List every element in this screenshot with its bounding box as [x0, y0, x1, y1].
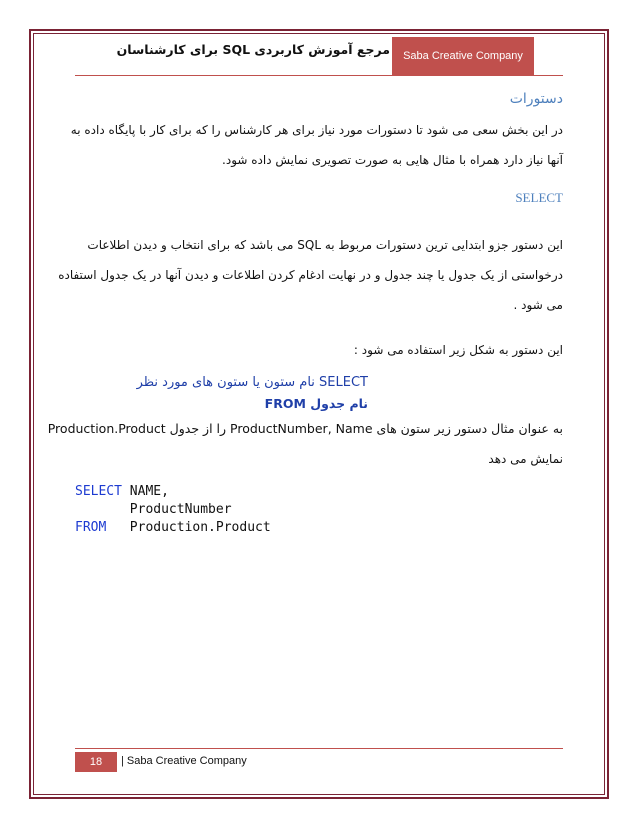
select-desc-line-2: درخواستی از یک جدول یا چند جدول و در نهایت ادغام کردن اطلاعات و دیدن آنها در یک جدول استفاده: [58, 268, 563, 282]
code-line-2: [75, 502, 232, 517]
code-text: NAME,: [121, 484, 169, 499]
code-keyword-from: FROM: [75, 520, 107, 535]
select-heading: SELECT: [515, 190, 563, 205]
section-heading: دستورات: [509, 91, 563, 107]
code-line-1: [75, 484, 169, 499]
select-desc-line-1: این دستور جزو ابتدایی ترین دستورات مربوط به SQL می باشد که برای انتخاب و دیدن اطلاعات: [87, 238, 563, 252]
page-number: 18: [75, 752, 117, 772]
syntax-line-from: نام جدول FROM: [264, 396, 368, 411]
example-line-1: به عنوان مثال دستور زیر ستون های ProductNumber, Name را از جدول Production.Product: [47, 421, 563, 436]
usage-line: این دستور به شکل زیر استفاده می شود :: [353, 343, 563, 357]
page-border-inner: [33, 33, 605, 795]
code-line-3: [75, 520, 271, 535]
code-keyword-select: SELECT: [75, 484, 122, 499]
code-text: ProductNumber: [75, 502, 232, 517]
footer-company: | Saba Creative Company: [121, 755, 247, 767]
select-desc-line-3: می شود .: [513, 298, 563, 312]
syntax-line-select: SELECT نام ستون یا ستون های مورد نظر: [136, 375, 368, 390]
footer-divider: [75, 748, 563, 749]
header-badge: Saba Creative Company: [392, 37, 534, 75]
header-divider: [75, 75, 563, 76]
example-line-2: نمایش می دهد: [488, 452, 563, 466]
header-title: مرجع آموزش کاربردی SQL برای کارشناسان: [116, 42, 390, 57]
intro-line-2: آنها نیاز دارد همراه با مثال هایی به صورت تصویری نمایش داده شود.: [222, 153, 563, 167]
code-text: Production.Product: [106, 520, 271, 535]
intro-line-1: در این بخش سعی می شود تا دستورات مورد نیاز برای هر کارشناس را که برای کار با پایگاه داده به: [70, 123, 563, 137]
